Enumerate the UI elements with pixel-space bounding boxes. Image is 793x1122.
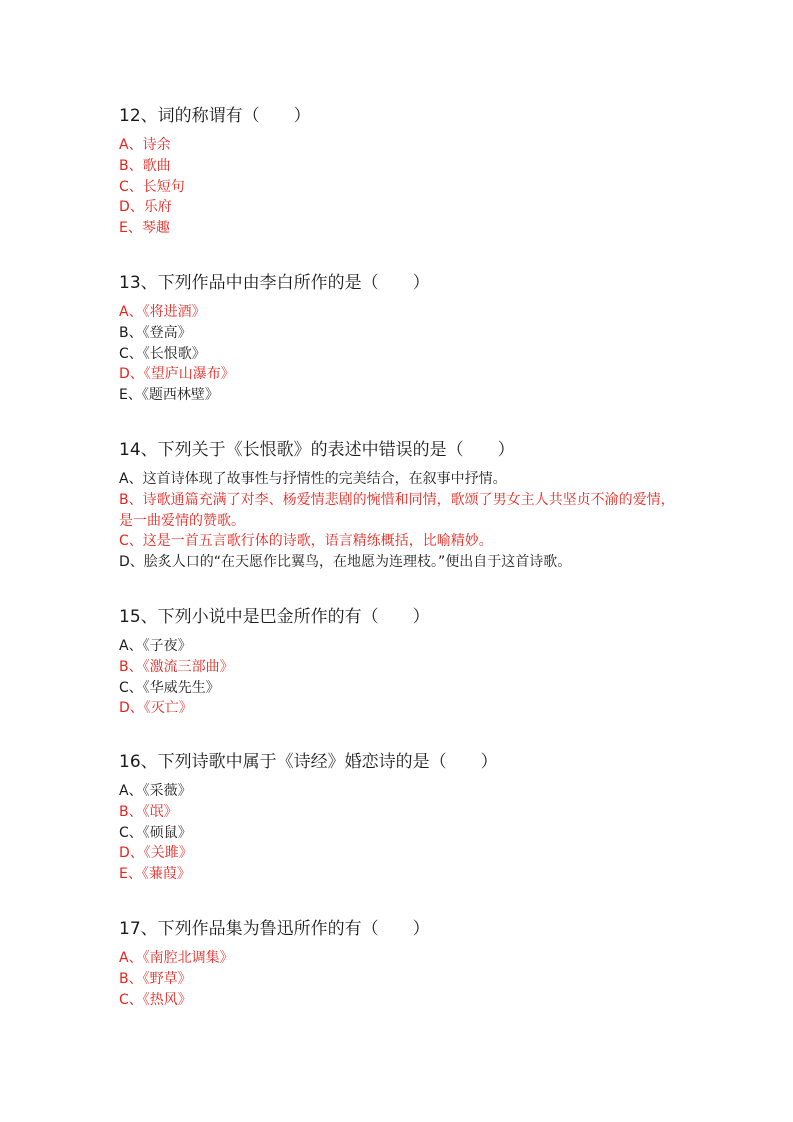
question-16 xyxy=(119,751,679,885)
question-14 xyxy=(119,439,679,573)
option-a: A、诗余 xyxy=(119,137,171,153)
option-a: A、《采薇》 xyxy=(119,783,192,799)
question-12 xyxy=(119,105,679,239)
option-c: C、《热风》 xyxy=(119,991,192,1008)
option-list xyxy=(119,636,679,719)
question-17 xyxy=(119,918,679,1010)
question-stem: 16、下列诗歌中属于《诗经》婚恋诗的是（ ） xyxy=(119,752,498,772)
option-list xyxy=(119,948,679,1010)
option-list xyxy=(119,302,679,406)
option-e: E、《蒹葭》 xyxy=(119,866,191,883)
option-b: B、《氓》 xyxy=(119,803,178,820)
option-c: C、《长恨歌》 xyxy=(119,345,206,362)
option-c: C、长短句 xyxy=(119,178,185,195)
option-e: E、《题西林壁》 xyxy=(119,387,219,404)
option-c: C、《华威先生》 xyxy=(119,679,220,696)
question-13 xyxy=(119,272,679,406)
option-a: A、《将进酒》 xyxy=(119,304,206,320)
option-d: D、《灭亡》 xyxy=(119,700,193,717)
option-d: D、脍炙人口的“在天愿作比翼鸟，在地愿为连理枝。”便出自于这首诗歌。 xyxy=(119,554,572,571)
option-b: B、《登高》 xyxy=(119,324,192,341)
option-d: D、《关雎》 xyxy=(119,845,193,862)
option-list xyxy=(119,469,679,573)
option-d: D、《望庐山瀑布》 xyxy=(119,366,235,383)
option-b: B、《野草》 xyxy=(119,970,192,987)
option-d: D、乐府 xyxy=(119,199,172,216)
question-stem: 12、词的称谓有（ ） xyxy=(119,106,311,126)
option-list xyxy=(119,781,679,885)
option-a: A、《南腔北调集》 xyxy=(119,950,234,966)
question-stem: 17、下列作品集为鲁迅所作的有（ ） xyxy=(119,919,430,939)
option-b: B、歌曲 xyxy=(119,157,171,174)
option-c: C、这是一首五言歌行体的诗歌，语言精练概括，比喻精妙。 xyxy=(119,533,493,550)
question-stem: 15、下列小说中是巴金所作的有（ ） xyxy=(119,607,430,627)
option-b: B、诗歌通篇充满了对李、杨爱情悲剧的惋惜和同情，歌颂了男女主人共坚贞不渝的爱情，是一曲爱情的赞歌。 xyxy=(119,491,675,529)
option-list xyxy=(119,135,679,239)
option-b: B、《激流三部曲》 xyxy=(119,658,234,675)
question-stem: 13、下列作品中由李白所作的是（ ） xyxy=(119,273,430,293)
option-a: A、《子夜》 xyxy=(119,638,192,654)
option-e: E、琴趣 xyxy=(119,220,170,237)
question-15 xyxy=(119,606,679,719)
option-a: A、这首诗体现了故事性与抒情性的完美结合，在叙事中抒情。 xyxy=(119,471,507,487)
question-stem: 14、下列关于《长恨歌》的表述中错误的是（ ） xyxy=(119,440,515,460)
option-c: C、《硕鼠》 xyxy=(119,824,192,841)
